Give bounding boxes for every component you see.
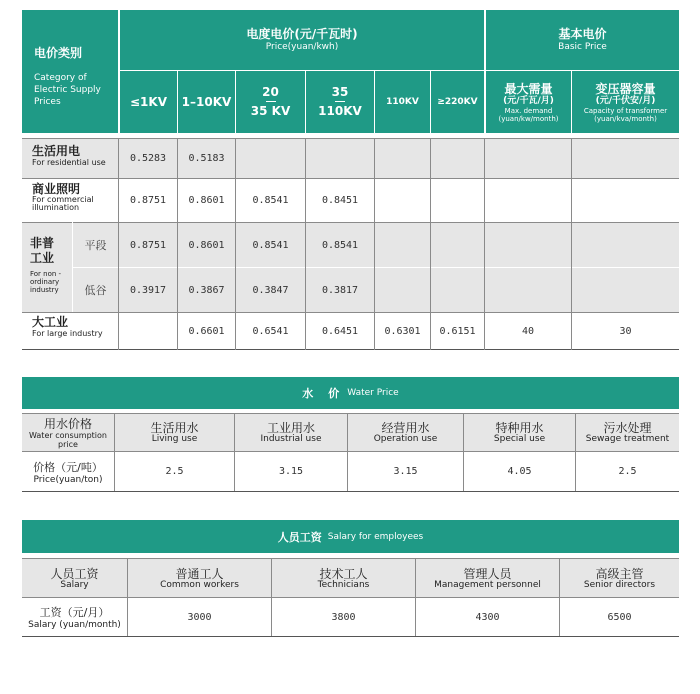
price-header [120,20,484,60]
salary-col-header: 人员工资 Salary [50,566,99,590]
price-en: Price(yuan/kwh) [265,42,339,52]
large-value: 0.6541 [252,325,289,337]
water-col-header: 生活用水 Living use [150,421,199,444]
category-en: Category of Electric Supply Prices [34,73,101,107]
salary-col-header: 管理人员 Management personnel [434,566,541,590]
valley-value: 0.3847 [252,284,289,296]
large-value: 0.6601 [188,325,225,337]
col-110kv: 110KV [386,97,419,107]
water-row-label: 价格（元/吨） Price(yuan/ton) [33,460,103,485]
salary-title-en: Salary for employees [327,531,424,542]
water-price-value: 3.15 [393,466,418,477]
salary-value: 3800 [331,611,356,623]
col-20-35kv: 20 35 KV [250,85,291,118]
col-1-10kv: 1–10KV [181,95,232,109]
water-price-value: 2.5 [618,466,637,477]
water-col-header: 污水处理 Sewage treatment [585,421,670,444]
valley-value: 0.3817 [321,284,359,296]
electricity-table [22,10,679,350]
row-commercial-label: 商业照明 For commercial illumination [32,182,94,212]
large-value: 0.6151 [439,325,476,337]
residential-value: 0.5183 [188,153,225,164]
water-title-cn: 水 价 [302,387,342,400]
category-cn: 电价类别 [34,46,83,60]
salary-title-cn: 人员工资 [277,530,322,544]
max-demand-value: 40 [521,325,535,337]
water-col-header: 工业用水 Industrial use [260,421,322,444]
commercial-value: 0.8751 [129,195,167,206]
flat-value: 0.8541 [252,239,289,251]
flat-value: 0.8601 [188,239,225,251]
salary-value: 4300 [475,611,500,623]
water-price-value: 4.05 [507,466,532,477]
commercial-value: 0.8601 [188,195,225,206]
flat-value: 0.8751 [129,239,167,251]
price-cn: 电度电价(元/千瓦时) [246,27,358,41]
water-price-value: 2.5 [165,466,184,477]
salary-col-header: 高级主管 Senior directors [583,566,656,590]
water-price-value: 3.15 [278,466,304,477]
basic-en: Basic Price [558,42,607,52]
valley-period-label: 低谷 [84,284,107,297]
salary-col-header: 普通工人 Common workers [160,566,239,590]
col-ge220kv: ≥220KV [437,97,478,107]
basic-price-header [486,20,679,60]
large-value: 0.6301 [384,325,421,337]
col-max-demand: 最大需量 (元/千瓦/月) Max. demand (yuan/kw/month) [498,81,559,123]
basic-cn: 基本电价 [558,27,607,41]
salary-value: 6500 [607,611,632,623]
salary-value: 3000 [187,611,212,623]
water-title-en: Water Price [347,388,399,398]
water-col-header: 用水价格 Water consumption price [29,416,107,449]
transformer-value: 30 [619,325,632,337]
flat-period-label: 平段 [84,239,107,252]
row-residential-label: 生活用电 For residential use [32,144,106,167]
commercial-value: 0.8541 [252,195,289,206]
col-le1kv: ≤1KV [130,95,167,109]
residential-value: 0.5283 [129,153,167,164]
water-title-bar [22,377,679,409]
large-value: 0.6451 [321,325,359,337]
water-col-header: 经营用水 Operation use [373,421,438,444]
valley-value: 0.3917 [129,284,167,296]
category-header [34,46,118,108]
row-nonordinary-label: 非普工业 For non -ordinary industry [30,236,62,294]
row-large-industry-label: 大工业 For large industry [32,315,103,338]
salary-row-label: 工资（元/月） Salary (yuan/month) [28,606,121,630]
valley-value: 0.3867 [188,284,225,296]
salary-table [22,520,679,637]
col-transformer: 变压器容量 (元/千伏安/月) Capacity of transformer (yuan/kva/month) [583,81,668,123]
salary-title-bar [22,520,679,553]
salary-col-header: 技术工人 Technicians [317,566,370,590]
water-col-header: 特种用水 Special use [493,421,546,444]
commercial-value: 0.8451 [321,195,359,206]
col-35-110kv: 35 110KV [318,85,362,118]
water-table [22,377,679,492]
flat-value: 0.8541 [321,239,359,251]
